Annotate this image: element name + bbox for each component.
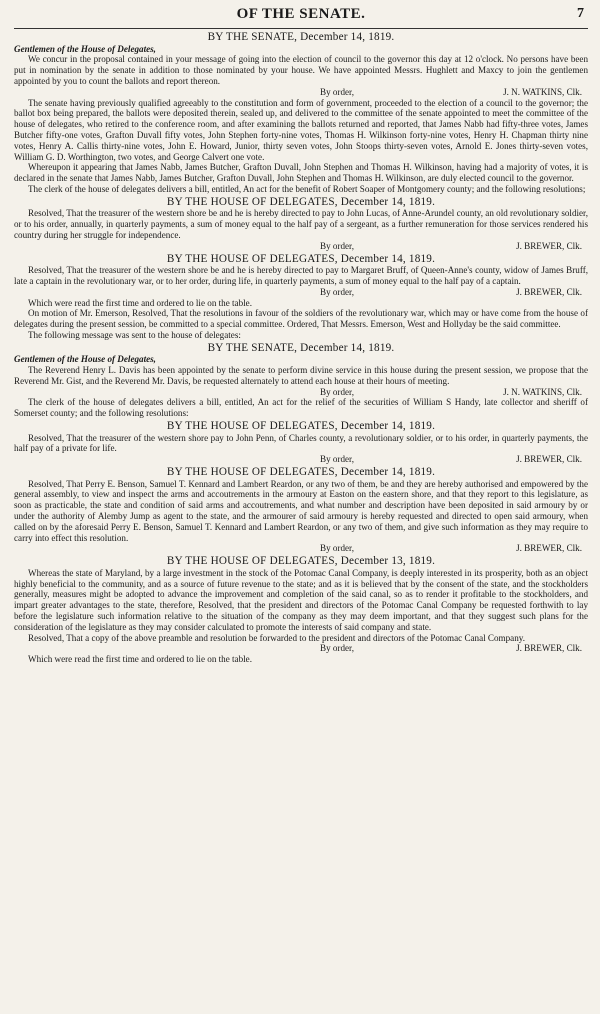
signature-line	[14, 387, 588, 398]
clerk-signature: J. BREWER, Clk.	[516, 643, 582, 654]
clerk-signature: J. N. WATKINS, Clk.	[503, 386, 582, 397]
salutation: Gentlemen of the House of Delegates,	[14, 43, 156, 54]
paragraph: The Reverend Henry L. Davis has been appointed by the senate to perform divine service in this house during the present session, we propose that the Reverend Mr. Gist, and the Reverend Mr. Davis, be requested alternately to attend each house at their hours of meeting.	[14, 365, 588, 386]
by-order-label: By order,	[320, 643, 354, 654]
paragraph: On motion of Mr. Emerson, Resolved, That the resolutions in favour of the soldiers of the revolutionary war, which may or have come from the house of delegates during the present session, be committed to a special committee. Ordered, That Messrs. Emerson, West and Hollyday be the said committee.	[14, 308, 588, 330]
paragraph: The clerk of the house of delegates delivers a bill, entitled, An act for the relief of the securities of William S Handy, late collector and sheriff of Somerset county; and the following resolutions:	[14, 397, 588, 419]
clerk-signature: J. BREWER, Clk.	[516, 543, 582, 554]
paragraph: Resolved, That Perry E. Benson, Samuel T. Kennard and Lambert Reardon, or any two of them, be and they are hereby authorised and empowered by the general assembly, to view and inspect the arms and accoutrements in the armoury at Easton on the eastern shore, and that they report to this legislature, as soon as practicable, the state and condition of said arms and accoutrements, and what number and description have been deposited in said armoury by or under the authority of Alemby Jump as agent to the state, and the armourer of said armoury is hereby requested and directed to open said armoury, when called on by the aforesaid Perry E. Benson, Samuel T. Kennard and Lambert Reardon, or any two of them, and give such information as they may require to carry into effect this resolution.	[14, 478, 588, 543]
paragraph: Resolved, That the treasurer of the western shore pay to John Penn, of Charles county, a revolutionary soldier, or to his order, in quarterly payments, the half pay of a private for life.	[14, 432, 588, 454]
clerk-signature: J. BREWER, Clk.	[516, 286, 582, 297]
clerk-signature: J. BREWER, Clk.	[516, 240, 582, 251]
page-number: 7	[577, 6, 584, 21]
section-heading: BY THE HOUSE OF DELEGATES, December 14, 1819.	[166, 466, 436, 479]
signature-line	[14, 287, 588, 298]
paragraph: The following message was sent to the house of delegates:	[28, 329, 241, 340]
section-heading: BY THE HOUSE OF DELEGATES, December 14, 1819.	[166, 420, 436, 433]
section-heading: BY THE HOUSE OF DELEGATES, December 13, 1819.	[166, 555, 436, 568]
paragraph: Which were read the first time and ordered to lie on the table.	[28, 654, 252, 665]
by-order-label: By order,	[320, 543, 354, 554]
section-heading: BY THE HOUSE OF DELEGATES, December 14, 1819.	[166, 195, 436, 208]
signature-line	[14, 87, 588, 98]
signature-line	[14, 543, 588, 554]
page-header	[14, 6, 588, 29]
paragraph: Resolved, That the treasurer of the western shore be and he is hereby directed to pay to John Lucas, of Anne-Arundel county, an old revolutionary soldier, or to his order, annually, in quarterly payments, a sum of money equal to the half pay of a sergeant, as a further remuneration for those services rendered his country during her struggle for independence.	[14, 208, 588, 240]
by-order-label: By order,	[320, 86, 354, 97]
salutation: Gentlemen of the House of Delegates,	[14, 354, 156, 365]
by-order-label: By order,	[320, 386, 354, 397]
section-heading: BY THE SENATE, December 14, 1819.	[207, 31, 395, 43]
clerk-signature: J. BREWER, Clk.	[516, 454, 582, 465]
signature-line	[14, 454, 588, 465]
clerk-signature: J. N. WATKINS, Clk.	[503, 86, 582, 97]
by-order-label: By order,	[320, 286, 354, 297]
paragraph: Whereupon it appearing that James Nabb, James Butcher, Grafton Duvall, John Stephen and Thomas H. Wilkinson, having had a majority of votes, it is declared in the senate that James Nabb, James Butcher, Grafton Duvall, John Stephen and Thomas H. Wilkinson, are duly elected council to the governor.	[14, 162, 588, 184]
by-order-label: By order,	[320, 454, 354, 465]
document-body	[14, 31, 588, 665]
section-heading: BY THE SENATE, December 14, 1819.	[207, 341, 395, 354]
paragraph: Whereas the state of Maryland, by a large investment in the stock of the Potomac Canal Company, is deeply interested in its prosperity, both as an object highly beneficial to the community, and as a source of future revenue to the state; and as it is believed that by the consent of the state, and the stockholders generally, measures might be adopted to advance the improvement and completion of the said canal, so as to render it profitable to the stockholders, and impart greater advantages to the state, therefore, Resolved, that the president and directors of the Potomac Canal Company be requested forthwith to lay before the legislature such information relative to the situation of the company as they may deem important, and that they suggest such plans for the consideration of the legislature as they may consider calculated to promote the interests of said company and state.	[14, 567, 588, 632]
section-heading: BY THE HOUSE OF DELEGATES, December 14, 1819.	[166, 252, 436, 265]
signature-line	[14, 241, 588, 252]
by-order-label: By order,	[320, 240, 354, 251]
paragraph: Resolved, That the treasurer of the western shore be and he is hereby directed to pay to Margaret Bruff, of Queen-Anne's county, widow of James Bruff, late a captain in the revolutionary war, or to her order, during life, in quarterly payments, a sum of money equal to the half pay of a captain.	[14, 265, 588, 286]
paragraph: We concur in the proposal contained in your message of going into the election of council to the governor this day at 12 o'clock. No persons have been put in nomination by the senate in addition to those nominated by your house. We have appointed Messrs. Hughlett and Maxcy to join the gentlemen appointed by you to count the ballots and report thereon.	[14, 54, 588, 86]
paragraph: Which were read the first time and ordered to lie on the table.	[28, 297, 252, 308]
paragraph: The senate having previously qualified agreeably to the constitution and form of government, proceeded to the election of a council to the governor; the ballot box being prepared, the ballots were deposited therein, sealed up, and delivered to the committee of the senate appointed to meet the committee of the house of delegates, who retired to the conference room, and after examining the ballots returned and reported, that James Nabb had fifty-three votes, James Butcher fifty-one votes, Grafton Duvall fifty votes, John Stephen forty-nine votes, Thomas H. Wilkinson forty-nine votes, Henry H. Chapman thirty nine votes, Henry A. Callis thirty-nine votes, John E. Howard, Junior, thirty seven votes, John Stoops thirty-seven votes, Arnold E. Jones thirty-seven votes, William G. D. Worthington, two votes, and George Calvert one vote.	[14, 97, 588, 162]
running-title: OF THE SENATE.	[236, 6, 366, 22]
paragraph: Resolved, That a copy of the above preamble and resolution be forwarded to the president and directors of the Potomac Canal Company.	[28, 632, 525, 643]
signature-line	[14, 643, 588, 654]
paragraph: The clerk of the house of delegates delivers a bill, entitled, An act for the benefit of Robert Soaper of Montgomery county; and the following resolutions;	[28, 183, 586, 194]
